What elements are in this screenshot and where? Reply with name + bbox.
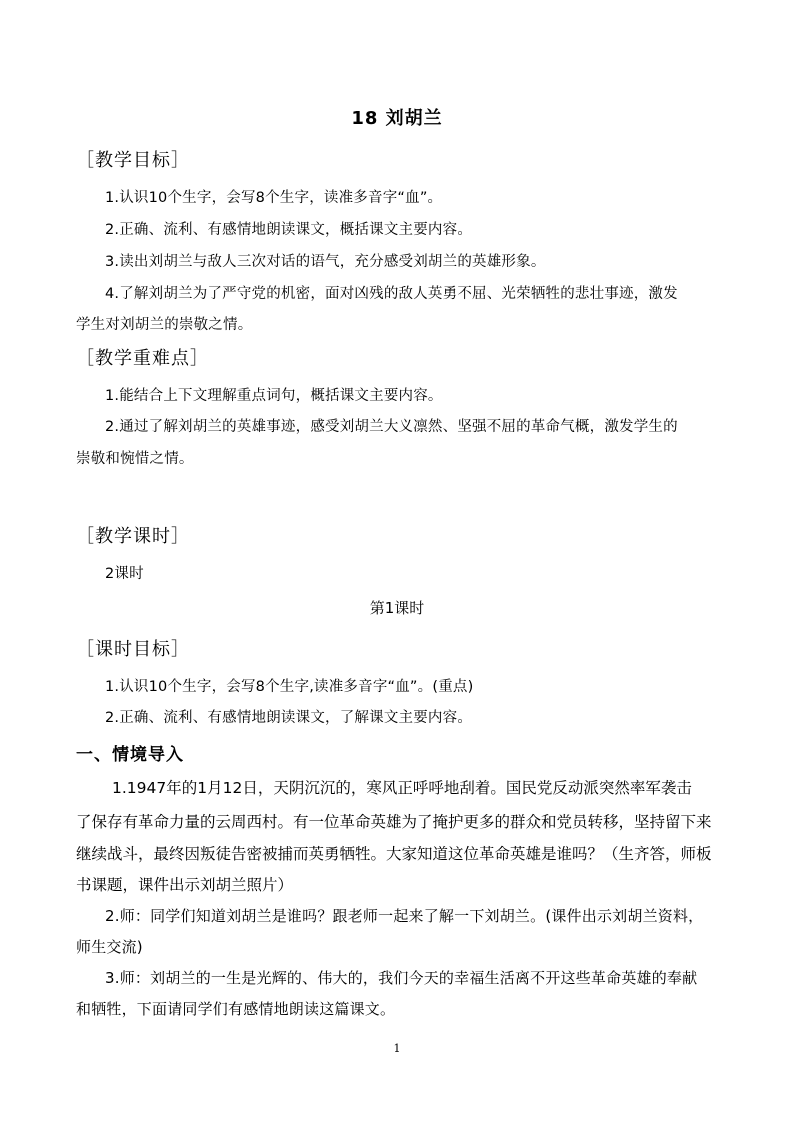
intro-para-1-line-1: 1.1947年的1月12日，天阴沉沉的，寒风正呼呼地刮着。国民党反动派突然率军袭击 [112,779,692,797]
intro-para-1-line-2: 了保存有革命力量的云周西村。有一位革命英雄为了掩护更多的群众和党员转移，坚持留下来 [76,813,712,831]
lesson-one-heading: 第1课时 [369,599,425,617]
heading-teaching-goals: ［教学目标］ [76,150,190,171]
intro-para-3-line-2: 和牺牲，下面请同学们有感情地朗读这篇课文。 [76,1000,396,1018]
intro-para-2-line-2: 师生交流) [76,938,143,956]
goal-line-3: 3.读出刘胡兰与敌人三次对话的语气，充分感受刘胡兰的英雄形象。 [105,254,546,270]
section-scenario-intro: 一、情境导入 [76,745,184,765]
intro-para-3-line-1: 3.师：刘胡兰的一生是光辉的、伟大的，我们今天的幸福生活离不开这些革命英雄的奉献 [105,969,698,987]
intro-para-2-line-1: 2.师：同学们知道刘胡兰是谁吗？跟老师一起来了解一下刘胡兰。(课件出示刘胡兰资料， [105,907,704,925]
goal-line-4-continued: 学生对刘胡兰的崇敬之情。 [76,317,253,333]
class-hours-value: 2课时 [105,566,144,582]
intro-para-1-line-3: 继续战斗，最终因叛徒告密被捕而英勇牺牲。大家知道这位革命英雄是谁吗？（生齐答，师板 [76,845,712,863]
heading-class-hours: ［教学课时］ [76,526,190,547]
goal-line-1: 1.认识10个生字，会写8个生字，读准多音字“血”。 [105,190,443,206]
goal-line-2: 2.正确、流利、有感情地朗读课文，概括课文主要内容。 [105,222,473,238]
lesson-goal-line-1: 1.认识10个生字，会写8个生字,读准多音字“血”。(重点) [105,679,474,695]
key-point-line-2-continued: 崇敬和惋惜之情。 [76,451,194,467]
intro-para-1-line-4: 书课题，课件出示刘胡兰照片） [76,876,294,894]
lesson-goal-line-2: 2.正确、流利、有感情地朗读课文，了解课文主要内容。 [105,710,473,726]
heading-lesson-goals: ［课时目标］ [76,639,190,660]
key-point-line-1: 1.能结合上下文理解重点词句，概括课文主要内容。 [105,388,443,404]
document-title: 18 刘胡兰 [351,108,443,129]
key-point-line-2: 2.通过了解刘胡兰的英雄事迹，感受刘胡兰大义凛然、坚强不屈的革命气概，激发学生的 [105,419,678,435]
page-number: 1 [393,1042,401,1055]
heading-key-points: ［教学重难点］ [76,348,209,369]
goal-line-4: 4.了解刘胡兰为了严守党的机密，面对凶残的敌人英勇不屈、光荣牺牲的悲壮事迹，激发 [105,286,678,302]
